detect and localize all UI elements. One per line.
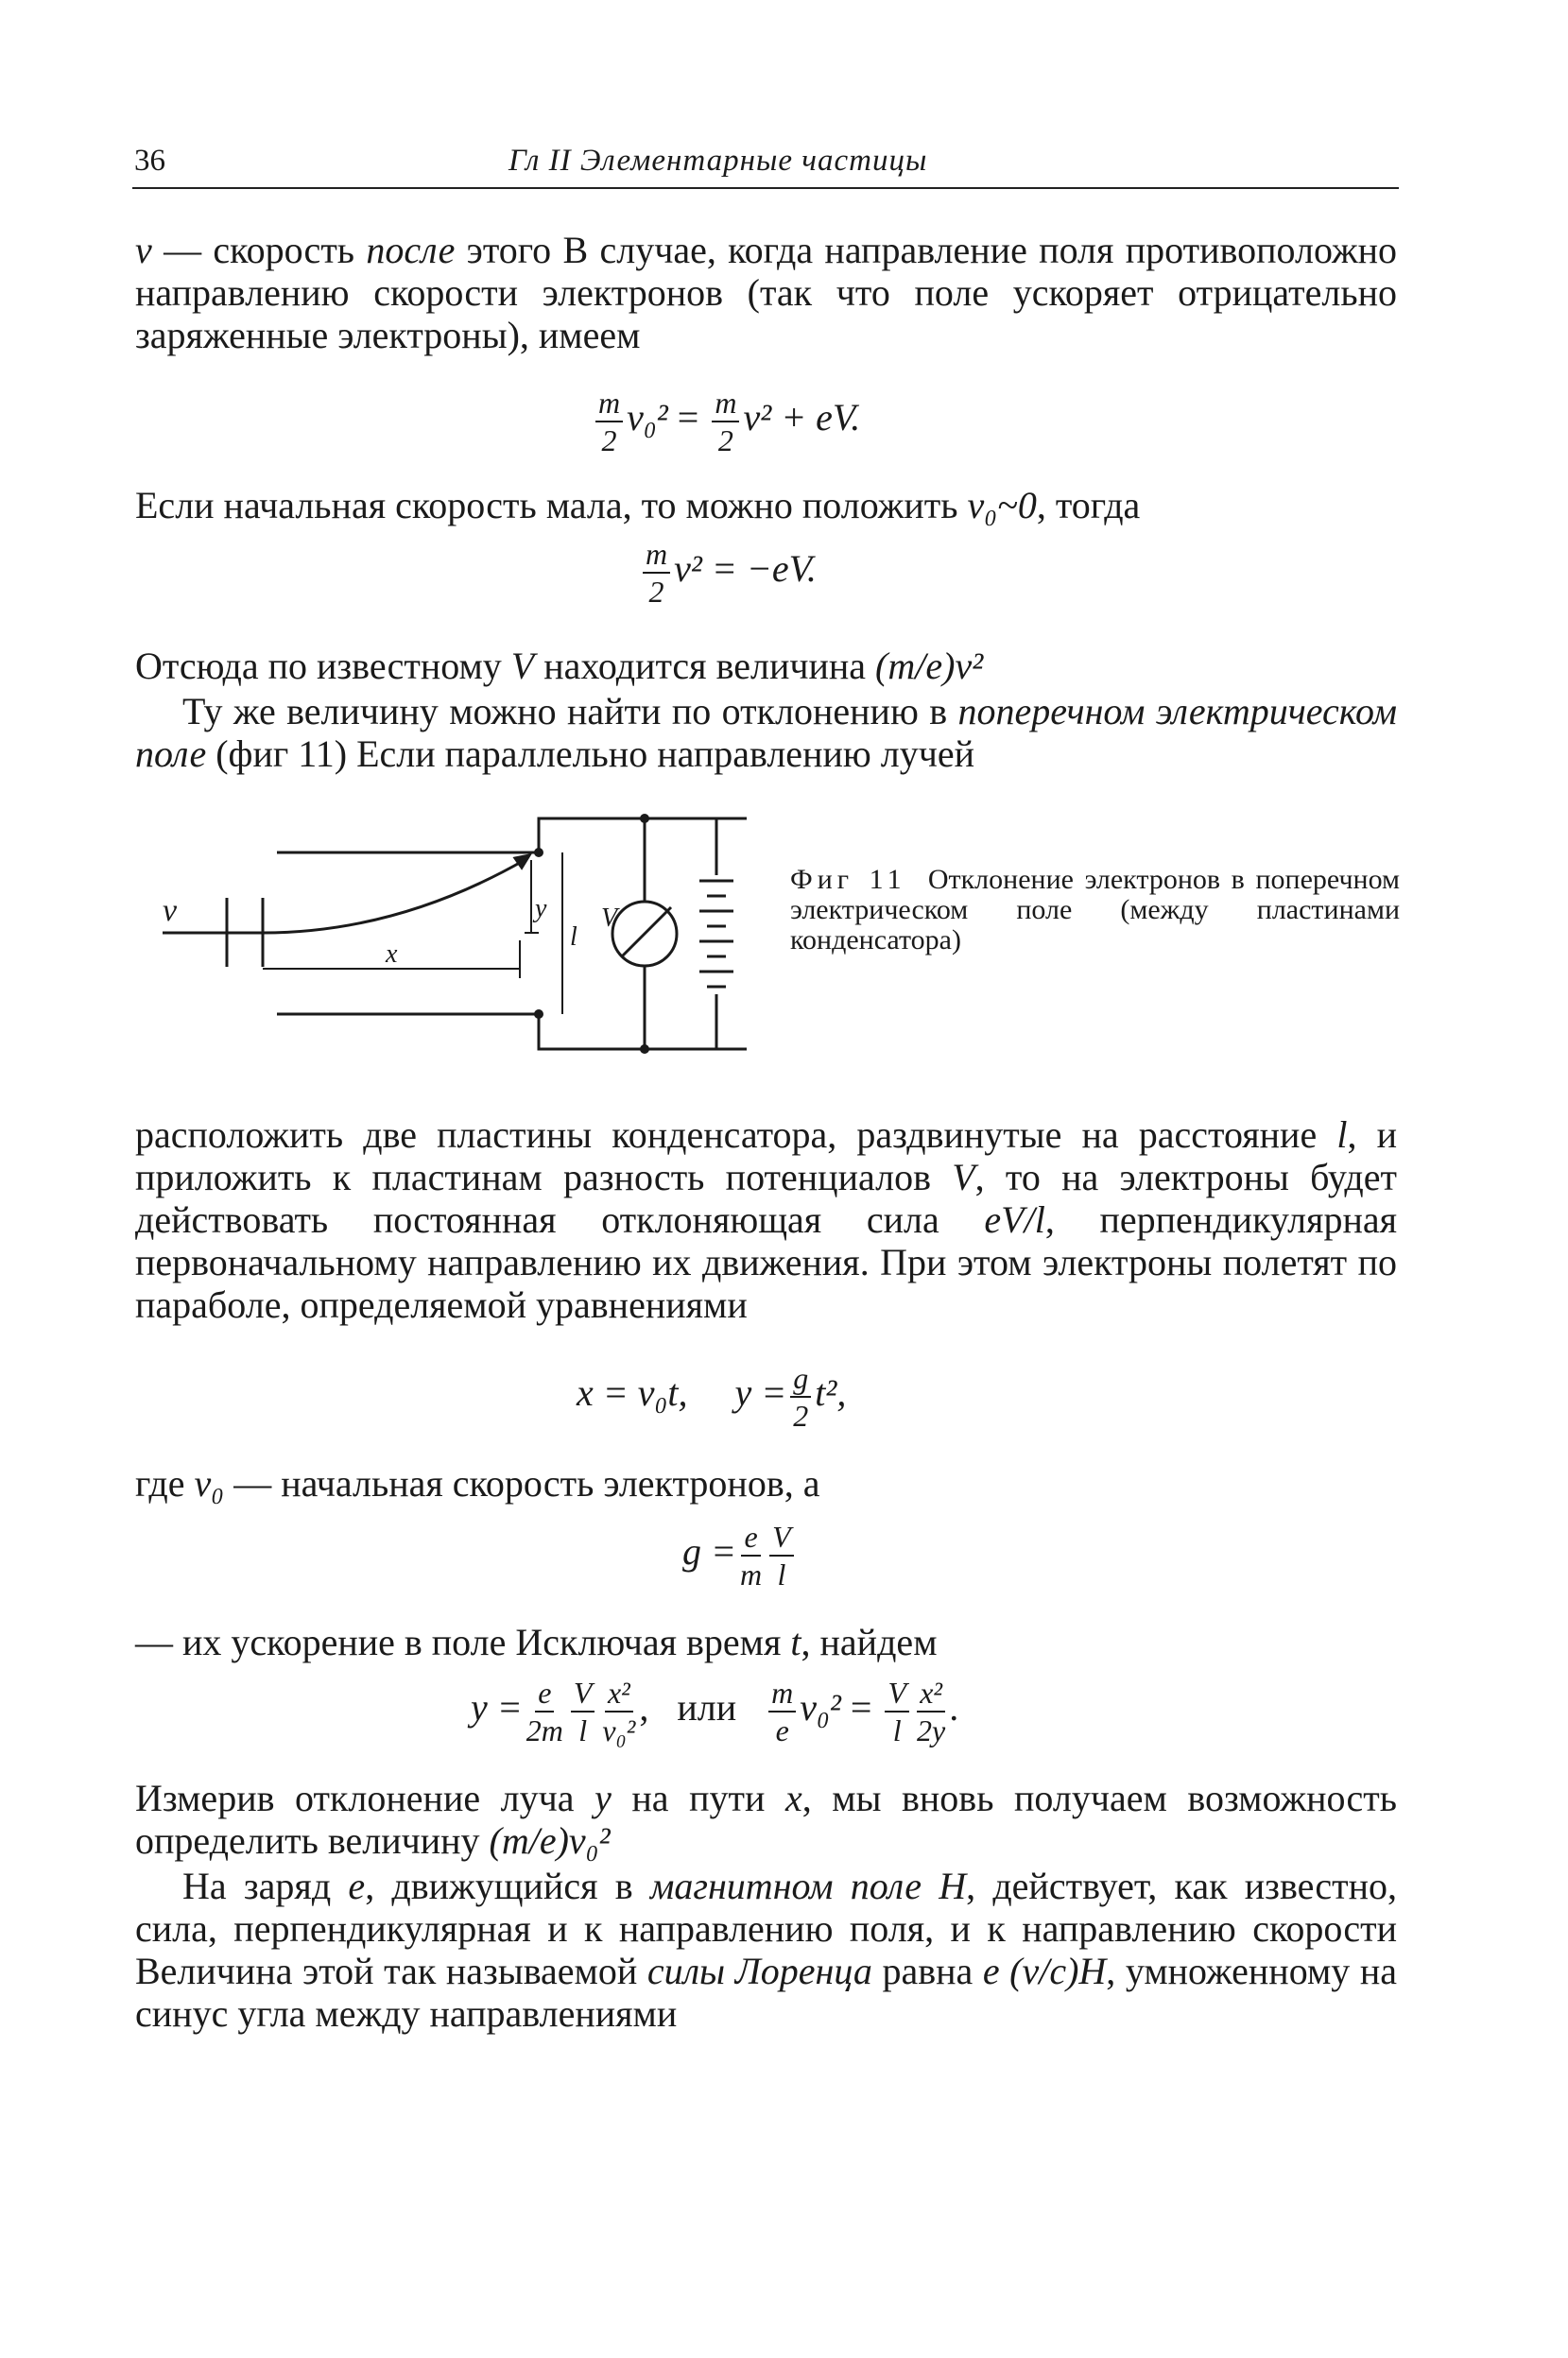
paragraph-5: расположить две пластины конденсатора, раздвинутые на расстояние l, и приложить к пластинам разность потенциалов V, то на электроны будет действовать постоянная отклоняющая сила eV/l, перпендикулярная первоначальному направлению их движения. При этом электроны полетят по параболе, определяемой уравнениями	[135, 1113, 1398, 1326]
equation-acceleration: g = $\frac{e}{m}$ $\frac{V}{l}$	[682, 1522, 798, 1590]
equation-parabola: x = v₀t, y = $\frac{g}{2}$ t²,	[577, 1361, 847, 1433]
label-l: l	[570, 922, 577, 952]
label-V: V	[601, 904, 618, 933]
equation-deflection: y = $\frac{e}{2m}$ $\frac{V}{l}$ $\frac{\text{x²}}{\text{v₀²}}$ , или $\frac{m}{e}$ v₀² = $\frac{V}{l}$ $\frac{\text{x²}}{2y}$ .	[471, 1676, 959, 1747]
paragraph-7: — их ускорение в поле Исключая время t, найдем	[135, 1621, 938, 1663]
paragraph-1: v — скорость после этого В случае, когда направление поля противоположно направлению скорости электронов (так что поле ускоряет отрицательно заряженные электроны), имеем	[135, 229, 1397, 356]
paragraph-4: Ту же величину можно найти по отклонению в поперечном электрическом поле (фиг 11) Если параллельно направлению лучей	[135, 690, 1397, 775]
label-x: x	[386, 939, 398, 969]
paragraph-2: Если начальная скорость мала, то можно положить v₀~0, тогда	[135, 484, 1141, 526]
figure-11-diagram	[142, 803, 747, 1077]
equation-energy: $\frac{m}{2}$ v₀² = $\frac{m}{2}$ v² + eV.	[592, 387, 860, 456]
battery-cells	[699, 881, 733, 987]
chapter-title: Гл II Элементарные частицы	[508, 144, 928, 178]
page-number: 36	[134, 144, 165, 178]
equation-kinetic: $\frac{m}{2}$ v² = −eV.	[639, 539, 817, 607]
paragraph-8: Измерив отклонение луча y на пути x, мы вновь получаем возможность определить величину (m/e)v₀²	[135, 1777, 1398, 1862]
paragraph-3: Отсюда по известному V находится величина (m/e)v²	[135, 645, 984, 687]
paragraph-9: На заряд e, движущийся в магнитном поле H, действует, как известно, сила, перпендикулярная и к направлению поля, и к направлению скорости Величина этой так называемой силы Лоренца равна e (v/c)H, умноженному на синус угла между направлениями	[135, 1865, 1398, 2035]
figure-11-caption: Фиг 11 Отклонение электронов в поперечном электрическом поле (между пластинами конденсатора)	[790, 864, 1401, 955]
label-v: v	[163, 893, 178, 928]
paragraph-6: где v₀ — начальная скорость электронов, а	[135, 1462, 820, 1505]
label-y: y	[535, 894, 547, 923]
running-header	[132, 144, 1399, 189]
electron-beam	[163, 860, 525, 933]
